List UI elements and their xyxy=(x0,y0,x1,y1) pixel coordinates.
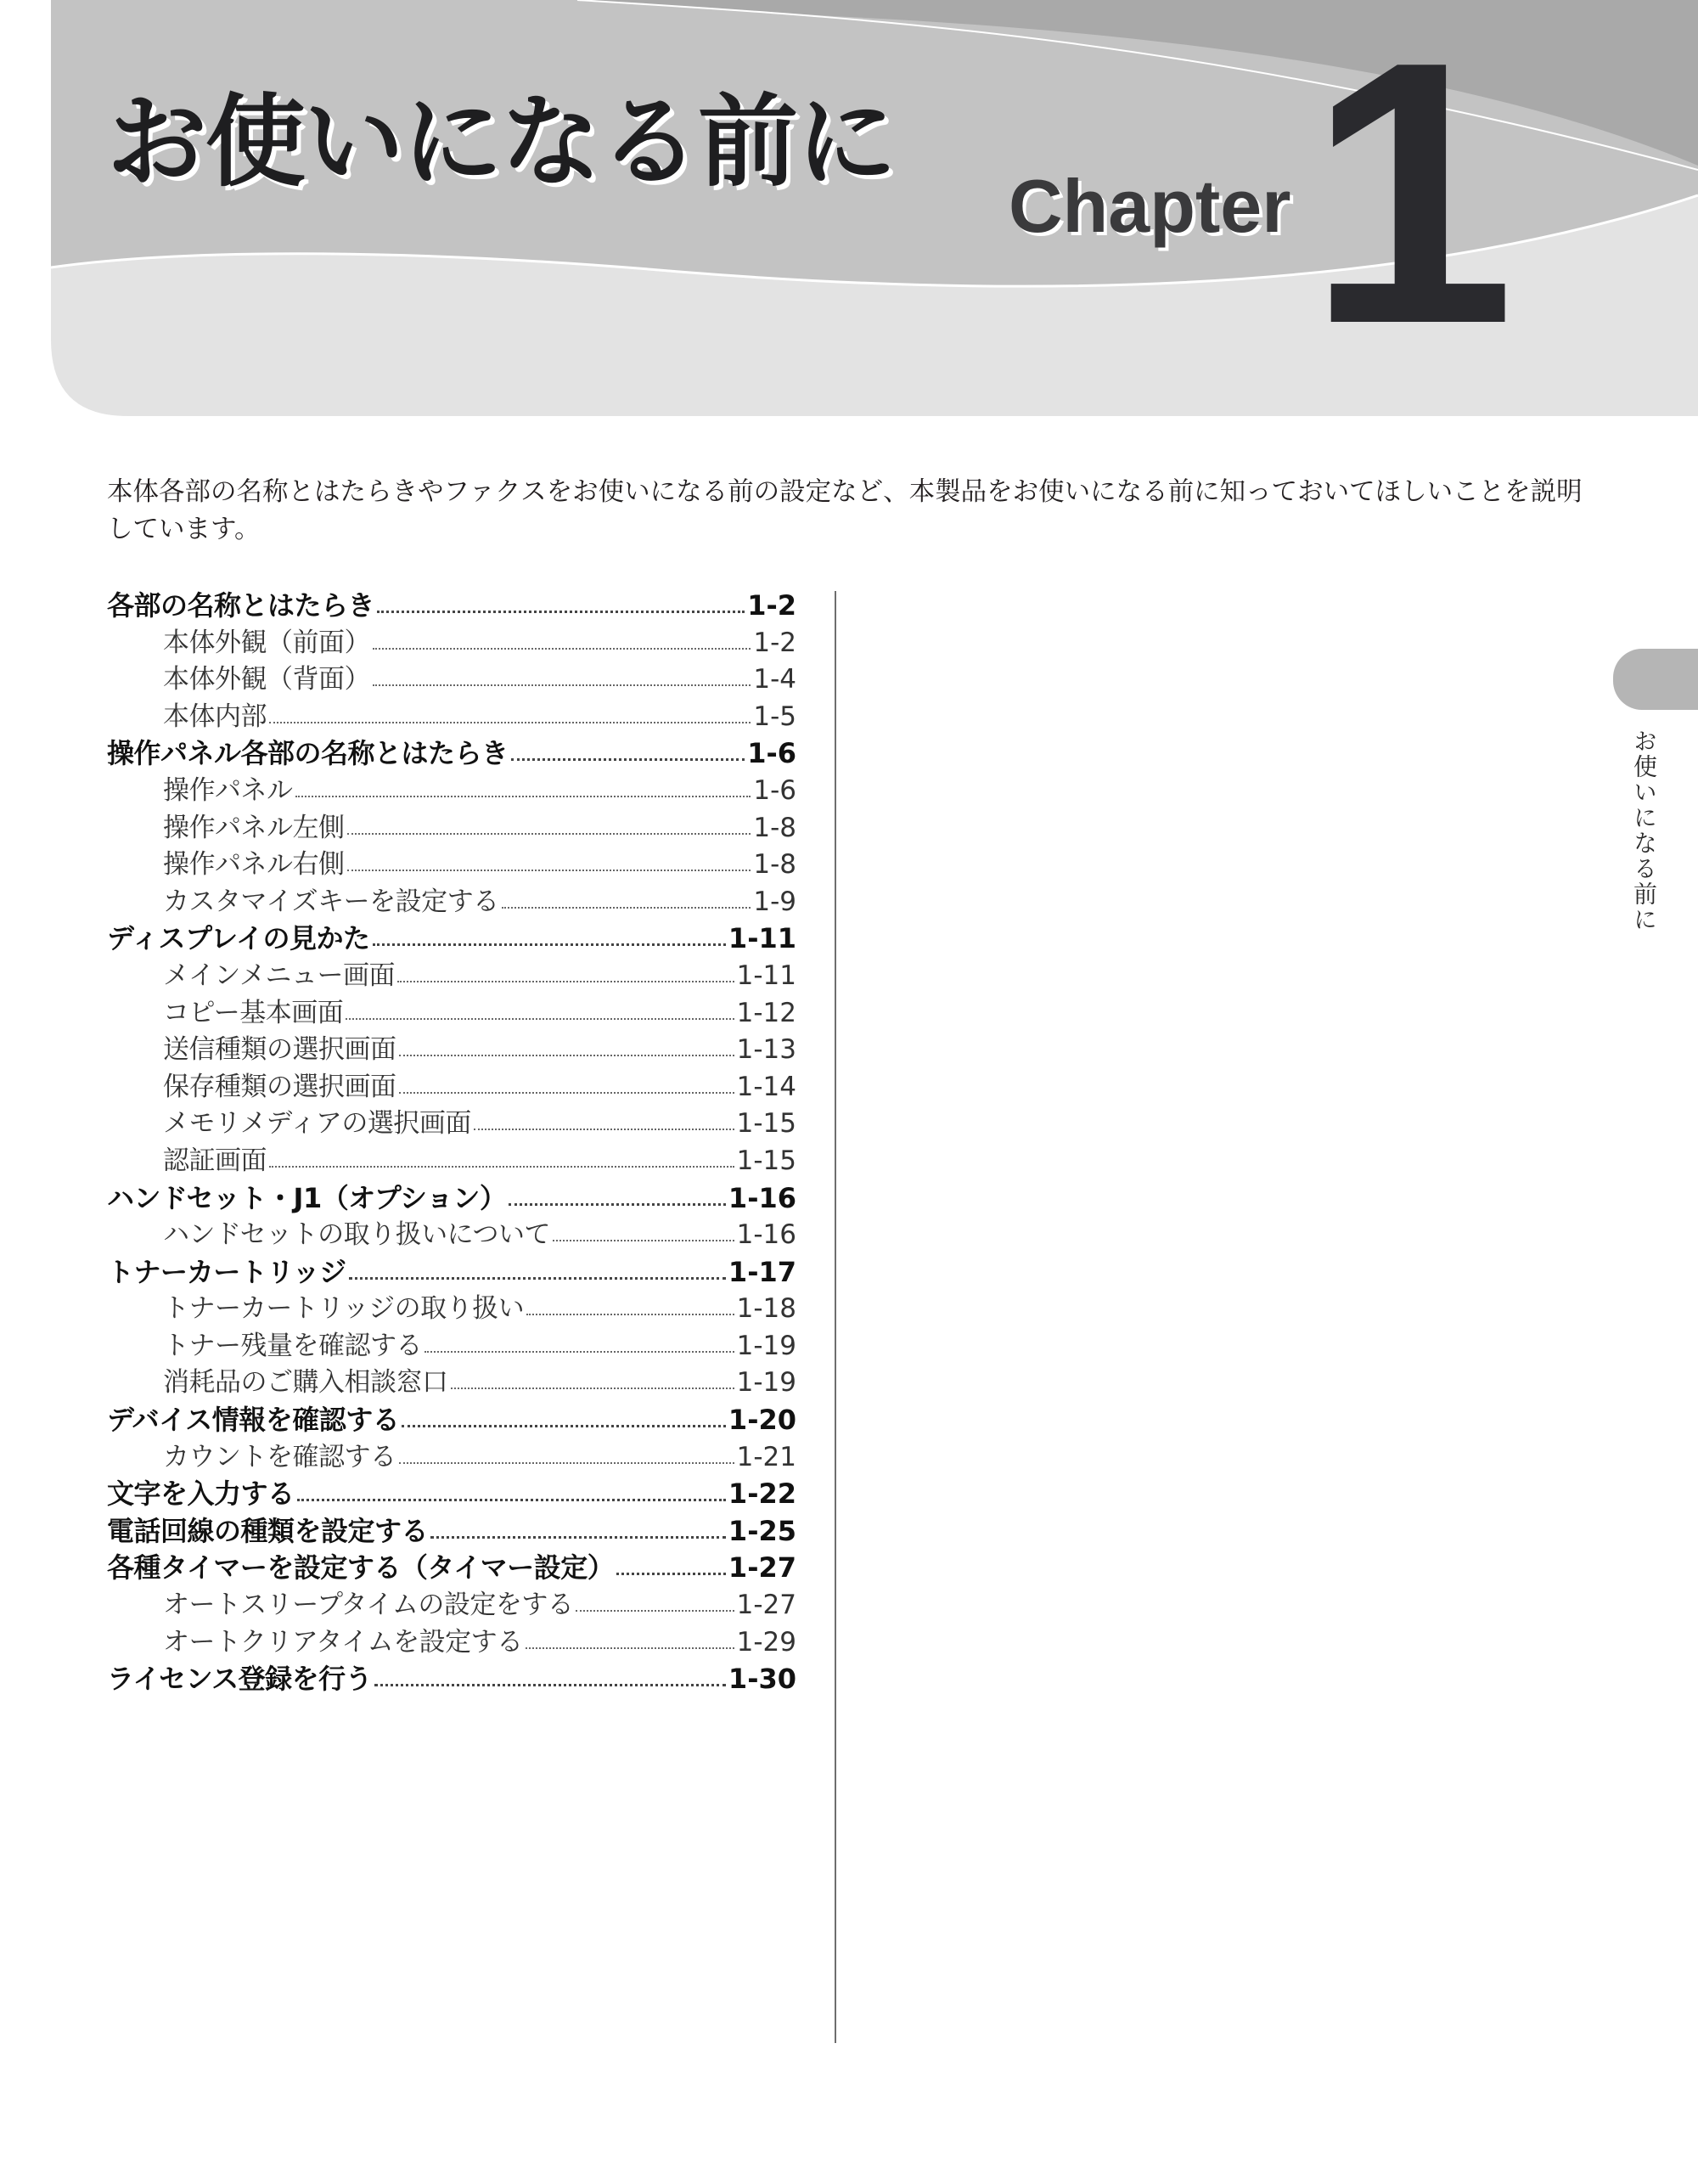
toc-entry-title: メモリメディアの選択画面 xyxy=(163,1108,471,1140)
toc-entry-title: コピー基本画面 xyxy=(163,997,344,1028)
toc-subsection[interactable] xyxy=(107,1291,796,1328)
toc-dot-leader xyxy=(295,792,751,797)
toc-subsection[interactable] xyxy=(107,1439,796,1477)
toc-subsection[interactable] xyxy=(107,699,796,736)
toc-subsection[interactable] xyxy=(107,1032,796,1069)
toc-subsection[interactable] xyxy=(107,884,796,921)
toc-subsection[interactable] xyxy=(107,995,796,1033)
toc-section[interactable] xyxy=(107,1661,796,1698)
toc-entry-page: 1-18 xyxy=(736,1293,796,1325)
toc-entry-title: オートクリアタイムを設定する xyxy=(163,1626,523,1658)
toc-subsection[interactable] xyxy=(107,1624,796,1662)
toc-entry-page: 1-5 xyxy=(753,701,796,732)
toc-dot-leader xyxy=(502,903,751,909)
toc-dot-leader xyxy=(297,1495,726,1501)
toc-dot-leader xyxy=(511,755,745,761)
toc-entry-title: カウントを確認する xyxy=(163,1441,396,1472)
toc-entry-page: 1-27 xyxy=(736,1590,796,1621)
toc-entry-title: 文字を入力する xyxy=(107,1478,295,1511)
toc-dot-leader xyxy=(373,645,751,650)
chapter-number: 1 xyxy=(1307,0,1515,402)
toc-subsection[interactable] xyxy=(107,625,796,662)
toc-subsection[interactable] xyxy=(107,661,796,699)
column-divider xyxy=(835,591,836,2043)
toc-entry-page: 1-22 xyxy=(728,1478,796,1511)
toc-entry-title: ハンドセット・J1（オプション） xyxy=(107,1181,507,1214)
toc-dot-leader xyxy=(526,1644,734,1649)
toc-dot-leader xyxy=(576,1607,734,1612)
toc-entry-page: 1-16 xyxy=(736,1219,796,1251)
table-of-contents xyxy=(107,588,796,1698)
toc-dot-leader xyxy=(474,1125,734,1130)
toc-entry-page: 1-29 xyxy=(736,1626,796,1658)
side-tab-label: お使いになる前に xyxy=(1630,729,1658,932)
toc-subsection[interactable] xyxy=(107,1069,796,1106)
toc-entry-page: 1-15 xyxy=(736,1108,796,1140)
toc-entry-title: 本体外観（前面） xyxy=(163,627,370,658)
toc-dot-leader xyxy=(373,681,751,686)
toc-dot-leader xyxy=(374,1680,726,1686)
toc-dot-leader xyxy=(430,1533,726,1539)
toc-entry-page: 1-2 xyxy=(753,627,796,658)
toc-entry-page: 1-11 xyxy=(728,922,796,955)
toc-subsection[interactable] xyxy=(107,1587,796,1624)
toc-dot-leader xyxy=(399,1459,734,1464)
toc-subsection[interactable] xyxy=(107,810,796,847)
chapter-word: Chapter xyxy=(1009,164,1291,248)
toc-subsection[interactable] xyxy=(107,1217,796,1254)
chapter-title: お使いになる前に xyxy=(107,83,896,200)
toc-entry-page: 1-12 xyxy=(736,997,796,1028)
toc-entry-title: 本体外観（背面） xyxy=(163,664,370,695)
toc-section[interactable] xyxy=(107,920,796,958)
toc-dot-leader xyxy=(377,607,745,613)
toc-entry-title: 認証画面 xyxy=(163,1145,267,1176)
toc-dot-leader xyxy=(526,1310,734,1315)
toc-entry-page: 1-25 xyxy=(728,1514,796,1547)
toc-dot-leader xyxy=(451,1384,734,1389)
toc-entry-page: 1-2 xyxy=(747,589,796,622)
toc-entry-page: 1-4 xyxy=(753,664,796,695)
toc-entry-title: メインメニュー画面 xyxy=(163,960,395,991)
toc-dot-leader xyxy=(399,1051,734,1056)
side-tab[interactable] xyxy=(1613,649,1698,710)
toc-entry-title: 保存種類の選択画面 xyxy=(163,1071,396,1102)
toc-dot-leader xyxy=(346,1015,734,1020)
toc-entry-page: 1-14 xyxy=(736,1071,796,1102)
toc-subsection[interactable] xyxy=(107,1328,796,1365)
toc-dot-leader xyxy=(349,1274,726,1280)
toc-entry-title: ディスプレイの見かた xyxy=(107,922,370,955)
toc-entry-page: 1-15 xyxy=(736,1145,796,1176)
toc-section[interactable] xyxy=(107,1402,796,1439)
toc-entry-title: トナー残量を確認する xyxy=(163,1330,422,1361)
toc-dot-leader xyxy=(347,830,751,835)
toc-entry-page: 1-20 xyxy=(728,1404,796,1437)
toc-entry-page: 1-8 xyxy=(753,849,796,881)
toc-entry-title: 操作パネル左側 xyxy=(163,812,345,843)
toc-dot-leader xyxy=(509,1200,726,1206)
toc-entry-title: 操作パネル xyxy=(163,774,293,806)
toc-entry-page: 1-21 xyxy=(736,1441,796,1472)
toc-section[interactable] xyxy=(107,735,796,773)
toc-entry-title: 操作パネル各部の名称とはたらき xyxy=(107,737,509,770)
toc-entry-title: カスタマイズキーを設定する xyxy=(163,886,499,917)
toc-dot-leader xyxy=(347,866,751,871)
toc-subsection[interactable] xyxy=(107,1365,796,1402)
toc-dot-leader xyxy=(424,1348,734,1353)
toc-section[interactable] xyxy=(107,1180,796,1218)
toc-subsection[interactable] xyxy=(107,958,796,995)
toc-dot-leader xyxy=(269,718,751,723)
toc-entry-page: 1-11 xyxy=(736,960,796,991)
toc-entry-title: デバイス情報を確認する xyxy=(107,1404,400,1437)
toc-entry-page: 1-9 xyxy=(753,886,796,917)
toc-entry-page: 1-6 xyxy=(747,737,796,770)
toc-section[interactable] xyxy=(107,1254,796,1292)
toc-entry-page: 1-6 xyxy=(753,774,796,806)
toc-dot-leader xyxy=(397,977,734,982)
toc-entry-title: 消耗品のご購入相談窓口 xyxy=(163,1367,448,1399)
toc-subsection[interactable] xyxy=(107,847,796,884)
toc-entry-page: 1-27 xyxy=(728,1551,796,1585)
toc-dot-leader xyxy=(553,1236,734,1241)
toc-entry-title: ハンドセットの取り扱いについて xyxy=(163,1219,550,1251)
toc-entry-title: 送信種類の選択画面 xyxy=(163,1034,396,1066)
toc-entry-title: オートスリープタイムの設定をする xyxy=(163,1590,574,1621)
toc-dot-leader xyxy=(269,1162,734,1168)
toc-entry-page: 1-17 xyxy=(728,1255,796,1288)
toc-entry-title: 本体内部 xyxy=(163,701,267,732)
toc-section[interactable] xyxy=(107,1513,796,1551)
toc-subsection[interactable] xyxy=(107,1143,796,1180)
toc-entry-title: トナーカートリッジの取り扱い xyxy=(163,1293,525,1325)
toc-entry-page: 1-19 xyxy=(736,1330,796,1361)
toc-section[interactable] xyxy=(107,588,796,625)
toc-entry-page: 1-30 xyxy=(728,1663,796,1696)
toc-subsection[interactable] xyxy=(107,1106,796,1143)
toc-entry-page: 1-19 xyxy=(736,1367,796,1399)
toc-entry-title: 各部の名称とはたらき xyxy=(107,589,375,622)
toc-dot-leader xyxy=(373,940,726,946)
toc-entry-page: 1-8 xyxy=(753,812,796,843)
toc-dot-leader xyxy=(402,1421,726,1427)
toc-dot-leader xyxy=(399,1089,734,1094)
toc-entry-title: 操作パネル右側 xyxy=(163,849,345,881)
toc-entry-title: トナーカートリッジ xyxy=(107,1255,346,1288)
toc-section[interactable] xyxy=(107,1550,796,1587)
toc-entry-title: 各種タイマーを設定する（タイマー設定） xyxy=(107,1551,615,1585)
toc-section[interactable] xyxy=(107,1476,796,1513)
toc-entry-title: 電話回線の種類を設定する xyxy=(107,1514,429,1547)
toc-dot-leader xyxy=(616,1569,726,1575)
toc-subsection[interactable] xyxy=(107,773,796,810)
chapter-intro: 本体各部の名称とはたらきやファクスをお使いになる前の設定など、本製品をお使いになる前に知っておいてほしいことを説明しています。 xyxy=(107,477,1583,544)
toc-entry-page: 1-13 xyxy=(736,1034,796,1066)
toc-entry-page: 1-16 xyxy=(728,1181,796,1214)
toc-entry-title: ライセンス登録を行う xyxy=(107,1663,373,1696)
